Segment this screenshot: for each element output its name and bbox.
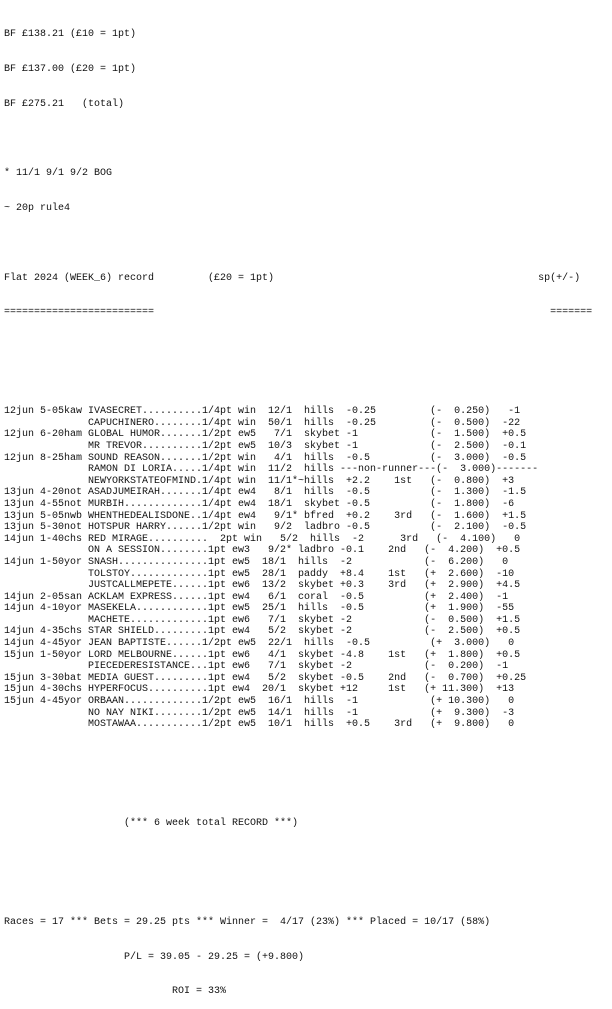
spacer <box>4 888 592 894</box>
bet-row: 15jun 4-45yor ORBAAN.............1/2pt ew5 16/1 hills -1 (+ 10.300) 0 <box>4 696 515 708</box>
bet-row: JUSTCALLMEPETE......1pt ew6 13/2 skybet +0.3 3rd (+ 2.900) +4.5 <box>4 580 521 592</box>
spacer <box>4 377 592 383</box>
bet-row: MR TREVOR..........1/2pt ew5 10/3 skybet -1 (- 2.500) -0.1 <box>4 440 527 452</box>
bet-row: 15jun 4-30chs HYPERFOCUS..........1pt ew4 20/1 skybet +12 1st (+ 11.300) +13 <box>4 684 515 696</box>
spacer <box>4 754 592 766</box>
bet-row: 12jun 6-20ham GLOBAL HUMOR.......1/2pt ew5 7/1 skybet -1 (- 1.500) +0.5 <box>4 429 527 441</box>
note-rule4: ~ 20p rule4 <box>4 203 71 215</box>
spacer <box>4 342 592 354</box>
bet-row: 14jun 4-45yor JEAN BAPTISTE......1/2pt ew5 22/1 hills -0.5 (+ 3.000) 0 <box>4 638 515 650</box>
bet-row: 13jun 5-05nwb WHENTHEDEALISDONE..1/4pt ew4 9/1* bfred +0.2 3rd (- 1.600) +1.5 <box>4 510 527 522</box>
bet-row: 15jun 1-50yor LORD MELBOURNE......1pt ew6 4/1 skybet -4.8 1st (+ 1.800) +0.5 <box>4 649 521 661</box>
bet-row: 15jun 3-30bat MEDIA GUEST.........1pt ew4 5/2 skybet -0.5 2nd (- 0.700) +0.25 <box>4 672 527 684</box>
bet-row: RAMON DI LORIA.....1/4pt win 11/2 hills ---non-runner---(- 3.000)------- <box>4 464 539 476</box>
week-total-heading: (*** 6 week total RECORD ***) <box>4 817 299 829</box>
roi-line: ROI = 33% <box>4 986 227 998</box>
profit-loss-line: P/L = 39.05 - 29.25 = (+9.800) <box>4 951 305 963</box>
summary-line: Races = 17 *** Bets = 29.25 pts *** Winner = 4/17 (23%) *** Placed = 10/17 (58%) <box>4 916 491 928</box>
record-underline: ========================= ======= <box>4 307 593 319</box>
bet-row: NEWYORKSTATEOFMIND.1/4pt win 11/1*~hills +2.2 1st (- 0.800) +3 <box>4 475 515 487</box>
bet-row: ON A SESSION........1pt ew3 9/2* ladbro -0.1 2nd (- 4.200) +0.5 <box>4 545 521 557</box>
bet-row: 14jun 4-10yor MASEKELA............1pt ew5 25/1 hills -0.5 (+ 1.900) -55 <box>4 603 515 615</box>
bet-row: 13jun 4-55not MURBIH.............1/4pt ew4 18/1 skybet -0.5 (- 1.800) -6 <box>4 498 515 510</box>
bet-row: PIECEDERESISTANCE...1pt ew6 7/1 skybet -2 (- 0.200) -1 <box>4 661 509 673</box>
spacer <box>4 238 592 250</box>
spacer <box>4 789 592 795</box>
bet-row: CAPUCHINERO........1/4pt win 50/1 hills -0.25 (- 0.500) -22 <box>4 417 521 429</box>
bet-row: MACHETE.............1pt ew6 7/1 skybet -2 (- 0.500) +1.5 <box>4 614 521 626</box>
balance-line-total: BF £275.21 (total) <box>4 98 125 110</box>
bet-row: NO NAY NIKI........1/2pt ew5 14/1 hills -1 (+ 9.300) -3 <box>4 707 515 719</box>
bet-row: 14jun 2-05san ACKLAM EXPRESS......1pt ew4 6/1 coral -0.5 (+ 2.400) -1 <box>4 591 509 603</box>
bets-table <box>4 406 592 731</box>
balance-line-10: BF £138.21 (£10 = 1pt) <box>4 29 137 41</box>
bet-row: 12jun 5-05kaw IVASECRET..........1/4pt win 12/1 hills -0.25 (- 0.250) -1 <box>4 406 521 418</box>
bet-row: MOSTAWAA...........1/2pt ew5 10/1 hills +0.5 3rd (+ 9.800) 0 <box>4 719 515 731</box>
bet-row: 14jun 1-40chs RED MIRAGE.......... 2pt win 5/2 hills -2 3rd (- 4.100) 0 <box>4 533 521 545</box>
bet-row: 14jun 4-35chs STAR SHIELD.........1pt ew4 5/2 skybet -2 (- 2.500) +0.5 <box>4 626 521 638</box>
note-bog: * 11/1 9/1 9/2 BOG <box>4 168 113 180</box>
bet-row: 12jun 8-25ham SOUND REASON.......1/2pt win 4/1 hills -0.5 (- 3.000) -0.5 <box>4 452 527 464</box>
spacer <box>4 134 592 146</box>
balance-line-20: BF £137.00 (£20 = 1pt) <box>4 63 137 75</box>
record-title: Flat 2024 (WEEK_6) record (£20 = 1pt) sp(+/-) <box>4 272 581 284</box>
bet-row: 14jun 1-50yor SNASH...............1pt ew5 18/1 hills -2 (- 6.200) 0 <box>4 556 509 568</box>
record-document <box>4 6 592 1009</box>
bet-row: 13jun 5-30not HOTSPUR HARRY......1/2pt win 9/2 ladbro -0.5 (- 2.100) -0.5 <box>4 522 527 534</box>
bet-row: TOLSTOY.............1pt ew5 28/1 paddy +8.4 1st (+ 2.600) -10 <box>4 568 515 580</box>
spacer <box>4 853 592 865</box>
bet-row: 13jun 4-20not ASADJUMEIRAH.......1/4pt ew4 8/1 hills -0.5 (- 1.300) -1.5 <box>4 487 527 499</box>
